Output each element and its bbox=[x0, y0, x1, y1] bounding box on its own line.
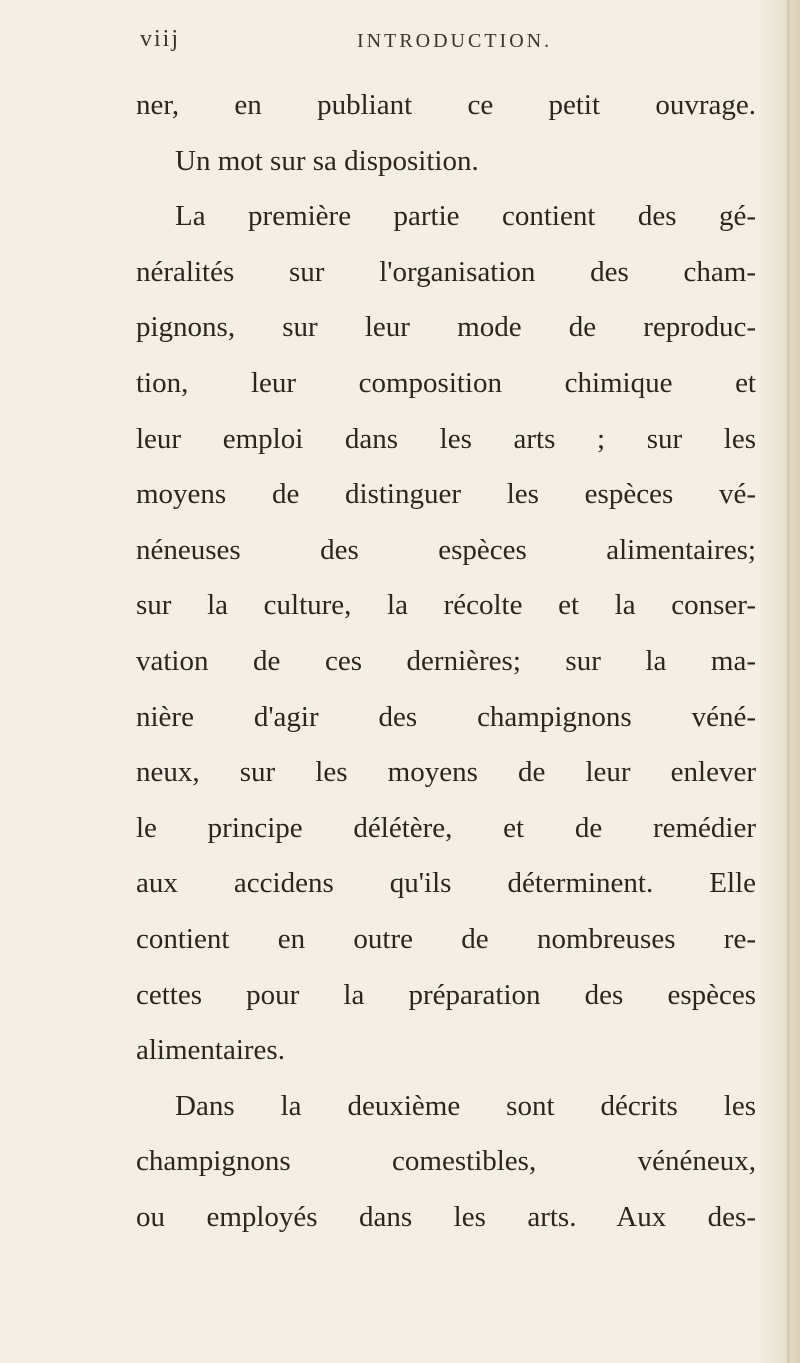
text-line: vation de ces dernières; sur la ma- bbox=[136, 644, 756, 677]
body-text bbox=[136, 78, 756, 1245]
running-head: INTRODUCTION. bbox=[357, 30, 553, 52]
text-line: alimentaires. bbox=[136, 1034, 285, 1067]
text-line: cettes pour la préparation des espèces bbox=[136, 978, 756, 1011]
page-edge-shadow bbox=[758, 0, 800, 1363]
page-fold bbox=[787, 0, 790, 1363]
text-line: ner, en publiant ce petit ouvrage. bbox=[136, 89, 756, 121]
text-line: neux, sur les moyens de leur enlever bbox=[136, 756, 756, 789]
text-line: aux accidens qu'ils déterminent. Elle bbox=[136, 867, 756, 900]
text-line: néralités sur l'organisation des cham- bbox=[136, 255, 756, 288]
text-line: le principe délétère, et de remédier bbox=[136, 811, 756, 844]
page-number: viij bbox=[140, 26, 181, 52]
text-line: nière d'agir des champignons véné- bbox=[136, 700, 756, 733]
text-line: sur la culture, la récolte et la conser- bbox=[136, 589, 756, 622]
text-line: Dans la deuxième sont décrits les bbox=[175, 1089, 756, 1122]
text-line: leur emploi dans les arts ; sur les bbox=[136, 422, 756, 455]
text-line: La première partie contient des gé- bbox=[175, 200, 756, 233]
text-line: néneuses des espèces alimentaires; bbox=[136, 533, 756, 566]
page-header bbox=[140, 26, 740, 66]
text-line: moyens de distinguer les espèces vé- bbox=[136, 478, 756, 511]
text-line: pignons, sur leur mode de reproduc- bbox=[136, 311, 756, 344]
text-line: Un mot sur sa disposition. bbox=[175, 144, 479, 177]
text-line: champignons comestibles, vénéneux, bbox=[136, 1145, 756, 1178]
text-line: ou employés dans les arts. Aux des- bbox=[136, 1200, 756, 1233]
text-line: tion, leur composition chimique et bbox=[136, 366, 756, 399]
text-line: contient en outre de nombreuses re- bbox=[136, 922, 756, 955]
